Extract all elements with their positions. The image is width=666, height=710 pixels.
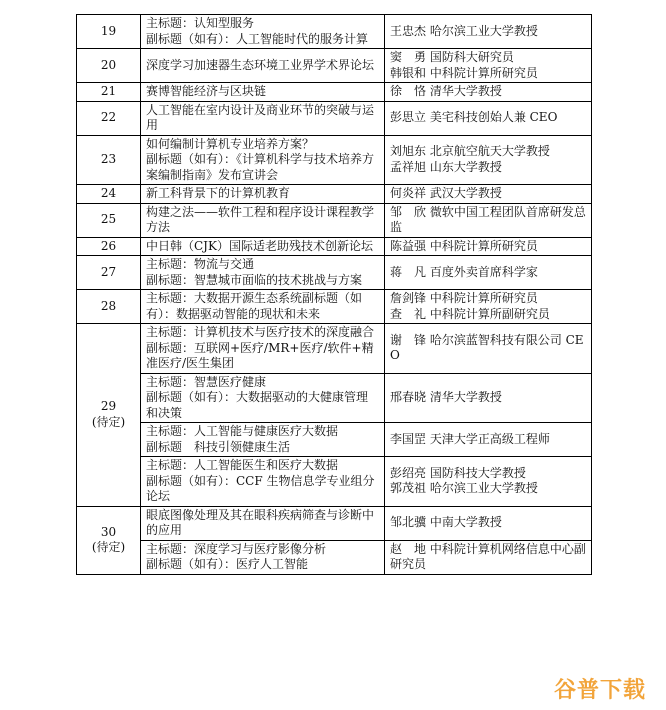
cell-line: 副标题（如有）：CCF 生物信息学专业组分论坛 <box>146 473 375 503</box>
speaker-cell <box>385 203 592 237</box>
cell-line: 李国罡 天津大学正高级工程师 <box>390 431 550 446</box>
cell-line: 主标题：深度学习与医疗影像分析 <box>146 541 327 556</box>
cell-line: 眼底图像处理及其在眼科疾病筛查与诊断中的应用 <box>146 507 375 537</box>
table-row <box>77 101 592 135</box>
topic-cell <box>141 256 385 290</box>
table-row <box>77 256 592 290</box>
topic-cell <box>141 101 385 135</box>
cell-line: 主标题：大数据开源生态系统副标题（如有）：数据驱动智能的现状和未来 <box>146 291 363 321</box>
cell-line: 主标题：计算机技术与医疗技术的深度融合 <box>146 325 375 339</box>
schedule-table <box>76 14 592 575</box>
row-number: 24 <box>77 185 141 204</box>
row-number: 19 <box>77 15 141 49</box>
row-number: 21 <box>77 83 141 102</box>
topic-cell <box>141 49 385 83</box>
speaker-cell <box>385 540 592 574</box>
topic-cell <box>141 15 385 49</box>
row-number: 25 <box>77 203 141 237</box>
cell-line: 邢春晓 清华大学教授 <box>390 390 502 404</box>
table-row <box>77 457 592 507</box>
schedule-body <box>77 15 592 575</box>
cell-line: 副标题（如有）：医疗人工智能 <box>146 557 309 571</box>
row-number: 27 <box>77 256 141 290</box>
topic-cell <box>141 506 385 540</box>
table-row <box>77 373 592 423</box>
table-row <box>77 540 592 574</box>
speaker-cell <box>385 506 592 540</box>
cell-line: 查 礼 中科院计算所副研究员 <box>390 306 550 321</box>
cell-line: 邹 欣 微软中国工程团队首席研发总监 <box>390 204 586 234</box>
speaker-cell <box>385 290 592 324</box>
cell-line: 邹北骥 中南大学教授 <box>390 515 502 530</box>
topic-cell <box>141 83 385 102</box>
topic-cell <box>141 203 385 237</box>
speaker-cell <box>385 423 592 457</box>
cell-line: 构建之法——软件工程和程序设计课程教学方法 <box>146 204 375 234</box>
cell-line: 何炎祥 武汉大学教授 <box>390 186 502 200</box>
table-row <box>77 135 592 185</box>
cell-line: 如何编制计算机专业培养方案？ <box>146 136 315 151</box>
cell-line: 副标题：智慧城市面临的技术挑战与方案 <box>146 272 363 287</box>
cell-line: 韩银和 中科院计算所研究员 <box>390 65 538 80</box>
cell-line: 副标题（如有）：人工智能时代的服务计算 <box>146 31 369 46</box>
cell-line: 彭思立 美宅科技创始人兼 CEO <box>390 110 558 125</box>
speaker-cell <box>385 135 592 185</box>
topic-cell <box>141 373 385 423</box>
cell-line: 新工科背景下的计算机教育 <box>146 186 291 200</box>
row-number-note: (待定) <box>91 540 126 554</box>
cell-line: 人工智能在室内设计及商业环节的突破与运用 <box>146 102 375 132</box>
topic-cell <box>141 185 385 204</box>
cell-line: 詹剑锋 中科院计算所研究员 <box>390 291 538 305</box>
table-row <box>77 15 592 49</box>
speaker-cell <box>385 185 592 204</box>
speaker-cell <box>385 49 592 83</box>
row-number: 20 <box>77 49 141 83</box>
row-number-main: 29 <box>100 399 117 414</box>
cell-line: 副标题（如有）：大数据驱动的大健康管理和决策 <box>146 390 369 420</box>
topic-cell <box>141 540 385 574</box>
row-number <box>77 506 141 574</box>
cell-line: 副标题（如有）：《计算机科学与技术培养方案编制指南》发布宣讲会 <box>146 152 375 182</box>
row-number: 28 <box>77 290 141 324</box>
cell-line: 赵 地 中科院计算机网络信息中心副研究员 <box>390 541 586 571</box>
table-row <box>77 290 592 324</box>
table-row <box>77 423 592 457</box>
topic-cell <box>141 237 385 256</box>
speaker-cell <box>385 324 592 374</box>
topic-cell <box>141 457 385 507</box>
topic-cell <box>141 135 385 185</box>
cell-line: 中日韩（CJK）国际适老助残技术创新论坛 <box>146 238 373 253</box>
speaker-cell <box>385 15 592 49</box>
table-row <box>77 203 592 237</box>
cell-line: 刘旭东 北京航空航天大学教授 <box>390 144 550 159</box>
cell-line: 赛博智能经济与区块链 <box>146 84 267 98</box>
cell-line: 蒋 凡 百度外卖首席科学家 <box>390 264 538 279</box>
cell-line: 郭茂祖 哈尔滨工业大学教授 <box>390 481 538 496</box>
topic-cell <box>141 423 385 457</box>
cell-line: 主标题：智慧医疗健康 <box>146 374 267 389</box>
table-row <box>77 237 592 256</box>
cell-line: 徐 恪 清华大学教授 <box>390 84 502 98</box>
cell-line: 彭绍亮 国防科技大学教授 <box>390 465 526 480</box>
row-number: 26 <box>77 237 141 256</box>
cell-line: 陈益强 中科院计算所研究员 <box>390 238 538 253</box>
cell-line: 主标题：人工智能医生和医疗大数据 <box>146 458 339 472</box>
table-row <box>77 83 592 102</box>
speaker-cell <box>385 457 592 507</box>
table-row <box>77 506 592 540</box>
row-number: 22 <box>77 101 141 135</box>
speaker-cell <box>385 256 592 290</box>
cell-line: 副标题：互联网+医疗/MR+医疗/软件+精准医疗/医生集团 <box>146 340 374 370</box>
cell-line: 副标题 科技引领健康生活 <box>146 439 291 454</box>
speaker-cell <box>385 101 592 135</box>
topic-cell <box>141 324 385 374</box>
cell-line: 窦 勇 国防科大研究员 <box>390 50 514 64</box>
cell-line: 孟祥旭 山东大学教授 <box>390 159 502 174</box>
row-number-main: 30 <box>100 524 117 539</box>
cell-line: 主标题：认知型服务 <box>146 16 255 30</box>
row-number-note: (待定) <box>91 414 126 429</box>
cell-line: 主标题：人工智能与健康医疗大数据 <box>146 424 339 438</box>
table-row <box>77 185 592 204</box>
row-number: 23 <box>77 135 141 185</box>
cell-line: 谢 锋 哈尔滨蓝智科技有限公司 CEO <box>390 332 584 363</box>
table-row <box>77 49 592 83</box>
row-number <box>77 324 141 507</box>
cell-line: 深度学习加速器生态环境工业界学术界论坛 <box>146 57 375 72</box>
cell-line: 主标题：物流与交通 <box>146 257 255 271</box>
table-row <box>77 324 592 374</box>
speaker-cell <box>385 237 592 256</box>
topic-cell <box>141 290 385 324</box>
watermark-logo: 谷普下载 <box>553 678 646 703</box>
cell-line: 王忠杰 哈尔滨工业大学教授 <box>390 23 538 38</box>
speaker-cell <box>385 373 592 423</box>
speaker-cell <box>385 83 592 102</box>
